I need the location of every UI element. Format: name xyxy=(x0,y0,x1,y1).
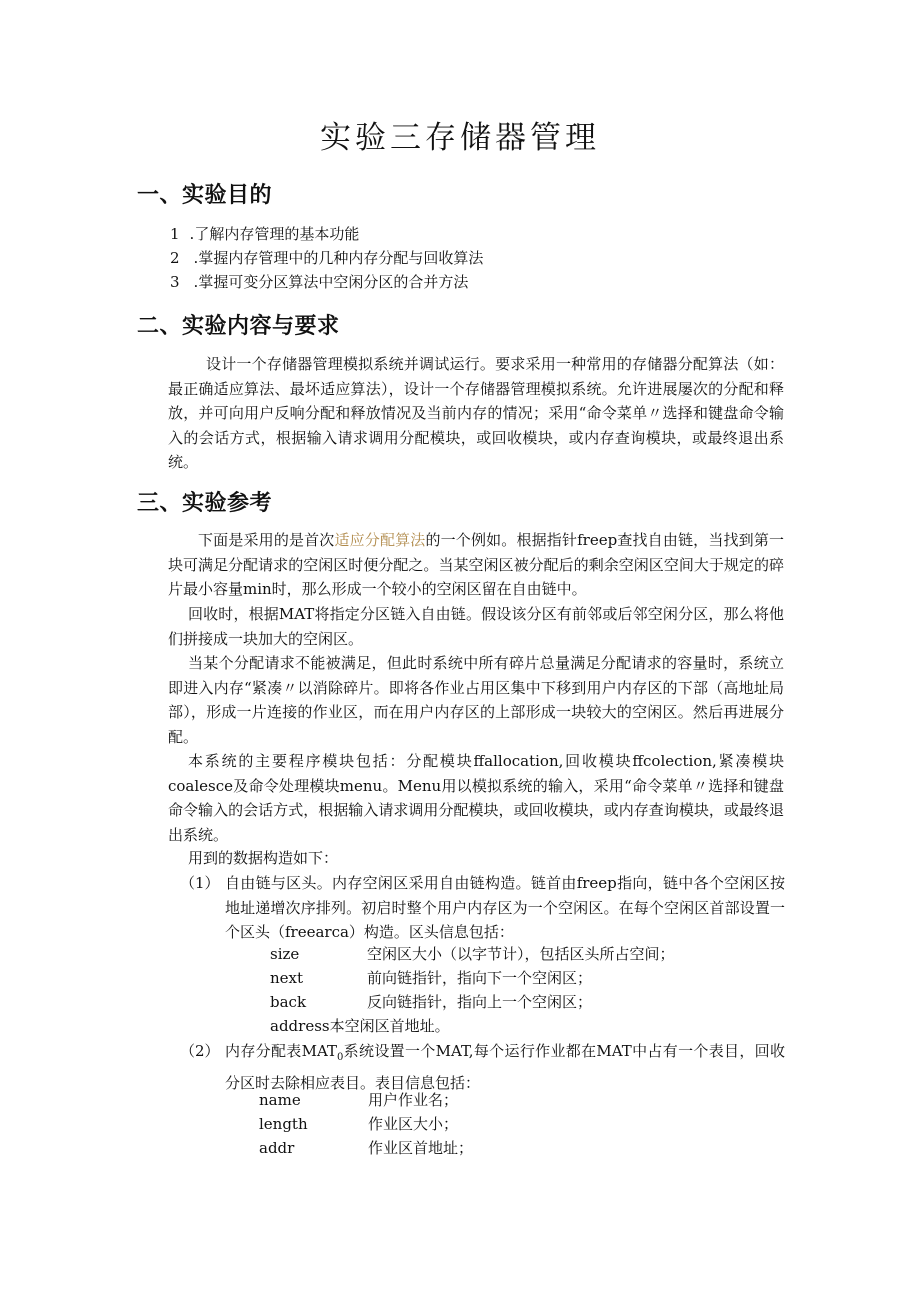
field-row-address: address本空闲区首地址。 xyxy=(270,1017,450,1035)
reference-paragraph-3: 当某个分配请求不能被满足，但此时系统中所有碎片总量满足分配请求的容量时，系统立即进入内存“紧凑〃以消除碎片。即将各作业占用区集中下移到用户内存区的下部（高地址局部），形成一片连接的作业区，而在用户内存区的上部形成一块较大的空闲区。然后再进展分配。 xyxy=(168,654,784,746)
item-2-text xyxy=(225,1039,785,1095)
field-name: addr xyxy=(259,1139,295,1157)
field-desc: 用户作业名； xyxy=(368,1091,459,1109)
list-item-text: .掌握可变分区算法中空闲分区的合并方法 xyxy=(193,273,469,291)
field-desc: 作业区首地址； xyxy=(368,1139,474,1157)
item-2-text-b: 系统设置一个MAT,每个运行作业都在MAT中占有一个表目，回收分区时去除相应表目。表目信息包括： xyxy=(225,1042,785,1092)
field-row xyxy=(270,990,592,1014)
list-item xyxy=(170,222,359,246)
reference-paragraph-1 xyxy=(168,528,784,602)
item-1-text: 自由链与区头。内存空闲区采用自由链构造。链首由freep指向，链中各个空闲区按地址递增次序排列。初启时整个用户内存区为一个空闲区。在每个空闲区首部设置一个区头（freearca）构造。区头信息包括： xyxy=(225,874,785,941)
item-2-text-a: 内存分配表MAT xyxy=(225,1042,337,1060)
item-label: （2） xyxy=(180,1042,220,1060)
field-name: next xyxy=(270,969,304,987)
para-text: 下面是采用的是首次 xyxy=(198,531,335,549)
highlighted-term: 适应分配算法 xyxy=(334,531,426,549)
list-item-text: .掌握内存管理中的几种内存分配与回收算法 xyxy=(193,249,484,267)
field-desc: 作业区大小； xyxy=(368,1115,459,1133)
list-item-number: 2 xyxy=(170,249,180,267)
field-name: size xyxy=(270,945,300,963)
field-desc: 反向链指针，指向上一个空闲区； xyxy=(367,993,593,1011)
field-row xyxy=(259,1112,458,1136)
field-desc: 前向链指针，指向下一个空闲区； xyxy=(367,969,593,987)
list-item xyxy=(170,246,483,270)
item-2-subscript: 0 xyxy=(336,1052,344,1063)
field-desc: 空闲区大小（以字节计），包括区头所占空间； xyxy=(367,945,675,963)
field-row xyxy=(259,1088,458,1112)
field-row xyxy=(270,966,592,990)
list-item-number: 1 xyxy=(170,225,180,243)
list-item xyxy=(170,270,468,294)
section-heading-purpose: 一、实验目的 xyxy=(137,183,273,208)
section-heading-content: 二、实验内容与要求 xyxy=(137,314,340,339)
field-row xyxy=(270,942,675,966)
list-item-number: 3 xyxy=(170,273,180,291)
reference-paragraph-2: 回收时，根据MAT将指定分区链入自由链。假设该分区有前邻或后邻空闲分区，那么将他们拼接成一块加大的空闲区。 xyxy=(168,605,784,648)
item-label: （1） xyxy=(180,874,220,892)
content-paragraph: 设计一个存储器管理模拟系统并调试运行。要求采用一种常用的存储器分配算法（如：最正确适应算法、最坏适应算法），设计一个存储器管理模拟系统。允许进展屡次的分配和释放，并可向用户反响分配和释放情况及当前内存的情况；采用“命令菜单〃选择和键盘命令输入的会话方式，根据输入请求调用分配模块，或回收模块，或内存查询模块，或最终退出系统。 xyxy=(168,355,784,471)
list-item-text: .了解内存管理的基本功能 xyxy=(189,225,360,243)
page-title: 实验三存储器管理 xyxy=(320,120,600,156)
field-name: length xyxy=(259,1115,308,1133)
para-text: 的一个例如。根据指针freep查找自由链，当找到第一块可满足分配请求的空闲区时便分配之。当某空闲区被分配后的剩余空闲区空间大于规定的碎片最小容量min时，那么形成一个较小的空闲区留在自由链中。 xyxy=(168,531,784,598)
reference-paragraph-5: 用到的数据构造如下： xyxy=(188,849,339,867)
field-name: back xyxy=(270,993,307,1011)
field-row xyxy=(259,1136,473,1160)
reference-paragraph-4: 本系统的主要程序模块包括：分配模块ffallocation,回收模块ffcolection,紧凑模块coalesce及命令处理模块menu。Menu用以模拟系统的输入，采用“命令菜单〃选择和键盘命令输入的会话方式，根据输入请求调用分配模块，或回收模块，或内存查询模块，或最终退出系统。 xyxy=(168,752,784,844)
field-name: name xyxy=(259,1091,301,1109)
section-heading-reference: 三、实验参考 xyxy=(137,491,273,516)
